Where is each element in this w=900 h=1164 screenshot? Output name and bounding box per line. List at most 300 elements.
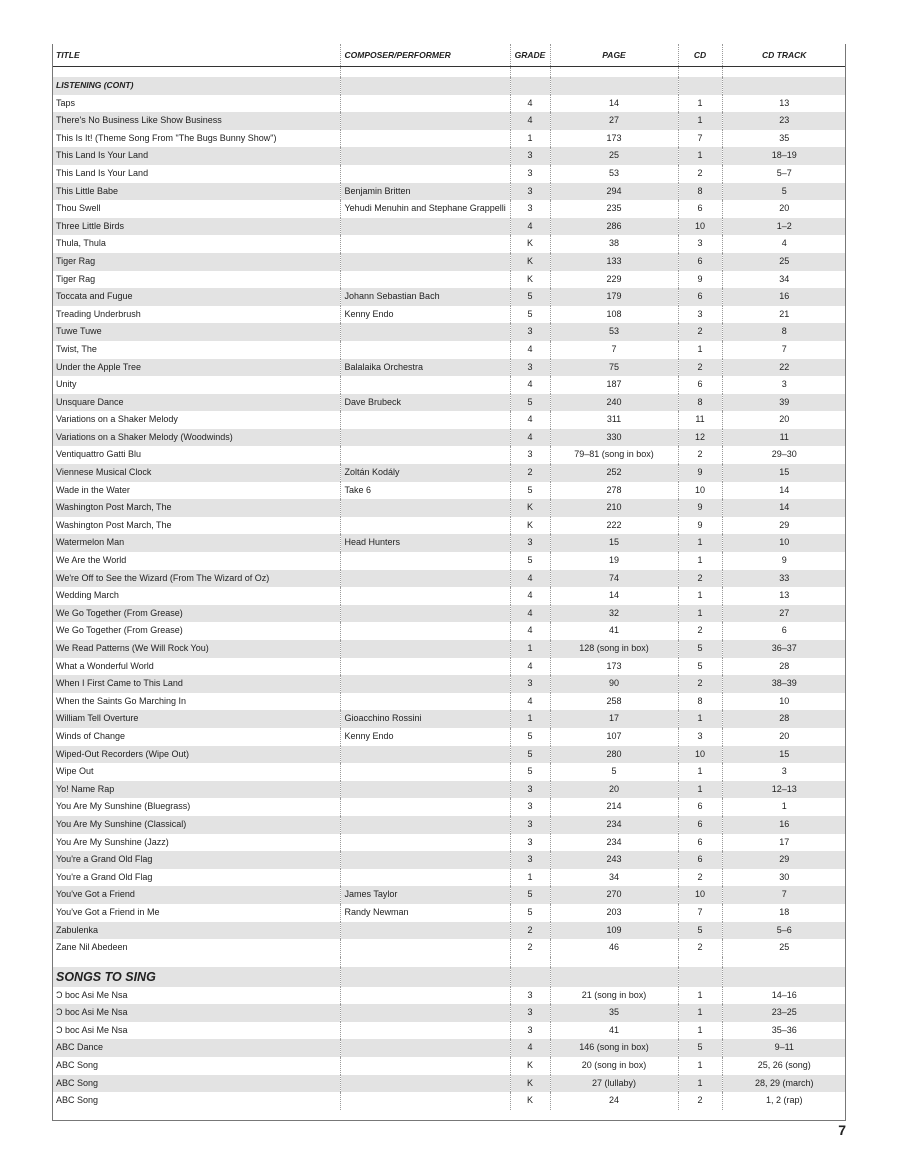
table-row	[52, 1057, 846, 1075]
title-cell: Treading Underbrush	[56, 308, 141, 319]
composer-cell	[340, 693, 510, 711]
composer-cell: James Taylor	[340, 886, 510, 904]
grade-cell: 4	[510, 622, 550, 640]
cd-cell: 3	[678, 306, 722, 324]
grade-cell: 3	[510, 446, 550, 464]
page-cell: 240	[550, 394, 678, 412]
page-cell: 280	[550, 746, 678, 764]
table-row	[52, 1004, 846, 1022]
title-cell: ABC Dance	[52, 1039, 340, 1057]
cd-track-cell: 25	[722, 253, 846, 271]
cd-cell: 1	[678, 112, 722, 130]
empty-cell	[52, 67, 340, 78]
empty-cell	[52, 957, 340, 967]
cd-cell: 6	[678, 816, 722, 834]
grade-cell: 4	[510, 1039, 550, 1057]
cd-cell: 7	[678, 904, 722, 922]
cd-cell: 6	[678, 200, 722, 218]
cd-cell: 1	[678, 781, 722, 799]
empty-cell	[340, 67, 510, 78]
composer-cell: Kenny Endo	[340, 306, 510, 324]
grade-cell: 1	[510, 869, 550, 887]
cd-cell: 5	[678, 922, 722, 940]
composer-cell	[340, 323, 510, 341]
composer-cell	[340, 552, 510, 570]
composer-cell	[340, 1057, 510, 1075]
page-cell: 187	[550, 376, 678, 394]
page-cell: 107	[550, 728, 678, 746]
spacer-row	[52, 67, 846, 78]
cd-cell: 6	[678, 376, 722, 394]
table-row	[52, 552, 846, 570]
page-cell: 5	[550, 763, 678, 781]
page-cell: 15	[550, 534, 678, 552]
title-cell: Twist, The	[56, 343, 97, 354]
cd-cell: 1	[678, 1075, 722, 1093]
title-cell: Watermelon Man	[52, 534, 340, 552]
grade-cell: 3	[510, 359, 550, 377]
grade-cell: 3	[510, 798, 550, 816]
cd-track-cell: 5	[722, 183, 846, 201]
index-table-container	[52, 44, 846, 1110]
composer-cell	[340, 834, 510, 852]
cd-track-cell: 35–36	[722, 1022, 846, 1040]
cd-cell: 6	[678, 834, 722, 852]
page-cell: 24	[550, 1092, 678, 1110]
composer-cell	[340, 798, 510, 816]
grade-cell: 3	[510, 987, 550, 1005]
col-header-title: TITLE	[52, 44, 340, 67]
cd-cell: 9	[678, 464, 722, 482]
page-cell: 79–81 (song in box)	[550, 446, 678, 464]
cd-track-cell: 9	[722, 552, 846, 570]
page-cell: 7	[550, 341, 678, 359]
title-cell: You Are My Sunshine (Bluegrass)	[56, 801, 191, 812]
page-cell: 286	[550, 218, 678, 236]
grade-cell: 2	[510, 922, 550, 940]
composer-cell: Randy Newman	[340, 904, 510, 922]
empty-cell	[550, 67, 678, 78]
title-cell: You're a Grand Old Flag	[52, 851, 340, 869]
table-row	[52, 534, 846, 552]
cd-track-cell: 20	[722, 200, 846, 218]
grade-cell: 5	[510, 886, 550, 904]
cd-track-cell: 1–2	[722, 218, 846, 236]
table-row	[52, 394, 846, 412]
grade-cell: 5	[510, 746, 550, 764]
page-cell: 235	[550, 200, 678, 218]
table-row	[52, 341, 846, 359]
cd-track-cell: 15	[722, 464, 846, 482]
empty-cell	[722, 77, 846, 95]
grade-cell: 1	[510, 130, 550, 148]
grade-cell: 2	[510, 939, 550, 957]
page-cell: 35	[550, 1004, 678, 1022]
grade-cell: 5	[510, 306, 550, 324]
page-cell: 75	[550, 359, 678, 377]
cd-track-cell: 8	[722, 323, 846, 341]
cd-cell: 1	[678, 95, 722, 113]
grade-cell: K	[510, 499, 550, 517]
title-cell: This Is It! (Theme Song From "The Bugs Bunny Show")	[56, 132, 277, 143]
cd-cell: 8	[678, 394, 722, 412]
page-cell: 41	[550, 1022, 678, 1040]
title-cell: We Are the World	[56, 555, 127, 566]
cd-track-cell: 16	[722, 816, 846, 834]
grade-cell: 3	[510, 834, 550, 852]
table-row	[52, 816, 846, 834]
section-heading-row	[52, 77, 846, 95]
title-cell: Taps	[56, 97, 76, 108]
page-cell: 108	[550, 306, 678, 324]
grade-cell: 5	[510, 288, 550, 306]
cd-track-cell: 16	[722, 288, 846, 306]
cd-track-cell: 3	[722, 376, 846, 394]
cd-track-cell: 18	[722, 904, 846, 922]
grade-cell: 2	[510, 464, 550, 482]
cd-cell: 1	[678, 987, 722, 1005]
grade-cell: 3	[510, 1004, 550, 1022]
title-cell: Tiger Rag	[56, 273, 96, 284]
table-row	[52, 693, 846, 711]
cd-track-cell: 14	[722, 499, 846, 517]
grade-cell: 3	[510, 816, 550, 834]
title-cell: You've Got a Friend	[52, 886, 340, 904]
table-row	[52, 587, 846, 605]
col-header-cd-track: CD TRACK	[722, 44, 846, 67]
cd-track-cell: 9–11	[722, 1039, 846, 1057]
page-cell: 17	[550, 710, 678, 728]
page-cell: 20 (song in box)	[550, 1057, 678, 1075]
cd-track-cell: 21	[722, 306, 846, 324]
composer-cell	[340, 816, 510, 834]
empty-cell	[550, 967, 678, 987]
composer-cell	[340, 446, 510, 464]
grade-cell: 5	[510, 552, 550, 570]
title-cell: Thula, Thula	[56, 238, 106, 249]
page-cell: 14	[550, 95, 678, 113]
cd-cell: 2	[678, 165, 722, 183]
cd-cell: 2	[678, 359, 722, 377]
grade-cell: K	[510, 253, 550, 271]
title-cell: Under the Apple Tree	[52, 359, 340, 377]
cd-track-cell: 5–7	[722, 165, 846, 183]
cd-cell: 7	[678, 130, 722, 148]
page-cell: 146 (song in box)	[550, 1039, 678, 1057]
title-cell: We're Off to See the Wizard (From The Wizard of Oz)	[52, 570, 340, 588]
grade-cell: 3	[510, 183, 550, 201]
cd-cell: 1	[678, 147, 722, 165]
page-cell: 270	[550, 886, 678, 904]
cd-cell: 5	[678, 640, 722, 658]
grade-cell: 5	[510, 763, 550, 781]
cd-track-cell: 10	[722, 534, 846, 552]
composer-cell: Dave Brubeck	[340, 394, 510, 412]
cd-cell: 6	[678, 851, 722, 869]
title-cell: Tuwe Tuwe	[52, 323, 340, 341]
composer-cell: Take 6	[340, 482, 510, 500]
grade-cell: 5	[510, 728, 550, 746]
cd-track-cell: 15	[722, 746, 846, 764]
composer-cell	[340, 781, 510, 799]
composer-cell: Gioacchino Rossini	[340, 710, 510, 728]
cd-track-cell: 11	[722, 429, 846, 447]
cd-cell: 6	[678, 288, 722, 306]
cd-track-cell: 28, 29 (march)	[722, 1075, 846, 1093]
composer-cell	[340, 1075, 510, 1093]
table-row	[52, 640, 846, 658]
cd-cell: 2	[678, 622, 722, 640]
table-row	[52, 253, 846, 271]
title-cell: Wiped-Out Recorders (Wipe Out)	[52, 746, 340, 764]
page-cell: 128 (song in box)	[550, 640, 678, 658]
table-row	[52, 200, 846, 218]
title-cell: Thou Swell	[56, 203, 101, 214]
cd-track-cell: 20	[722, 411, 846, 429]
table-row	[52, 429, 846, 447]
cd-cell: 1	[678, 587, 722, 605]
page-cell: 258	[550, 693, 678, 711]
cd-cell: 9	[678, 517, 722, 535]
title-cell: We Go Together (From Grease)	[52, 605, 340, 623]
page-cell: 203	[550, 904, 678, 922]
title-cell: Unsquare Dance	[52, 394, 340, 412]
cd-track-cell: 27	[722, 605, 846, 623]
song-index-table	[52, 44, 846, 1110]
page-cell: 234	[550, 834, 678, 852]
grade-cell: 4	[510, 693, 550, 711]
title-cell: Ɔ boc Asi Me Nsa	[56, 1024, 128, 1035]
empty-cell	[510, 77, 550, 95]
table-row	[52, 987, 846, 1005]
cd-track-cell: 29	[722, 851, 846, 869]
title-cell: You've Got a Friend in Me	[56, 906, 160, 917]
cd-track-cell: 4	[722, 235, 846, 253]
page-cell: 252	[550, 464, 678, 482]
table-row	[52, 288, 846, 306]
page-cell: 243	[550, 851, 678, 869]
table-row	[52, 411, 846, 429]
table-row	[52, 710, 846, 728]
cd-cell: 5	[678, 1039, 722, 1057]
grade-cell: K	[510, 1092, 550, 1110]
title-cell: Ɔ boc Asi Me Nsa	[56, 989, 128, 1000]
page-cell: 20	[550, 781, 678, 799]
grade-cell: 1	[510, 710, 550, 728]
cd-cell: 10	[678, 482, 722, 500]
title-cell: William Tell Overture	[52, 710, 340, 728]
cd-track-cell: 6	[722, 622, 846, 640]
cd-cell: 5	[678, 658, 722, 676]
grade-cell: K	[510, 271, 550, 289]
title-cell: Three Little Birds	[52, 218, 340, 236]
empty-cell	[678, 67, 722, 78]
composer-cell: Kenny Endo	[340, 728, 510, 746]
section-heading-row	[52, 967, 846, 987]
empty-cell	[678, 77, 722, 95]
table-row	[52, 605, 846, 623]
table-row	[52, 517, 846, 535]
title-cell: Unity	[56, 379, 77, 390]
empty-cell	[722, 67, 846, 78]
cd-cell: 2	[678, 675, 722, 693]
title-cell: You Are My Sunshine (Jazz)	[56, 836, 169, 847]
cd-cell: 2	[678, 869, 722, 887]
cd-cell: 2	[678, 570, 722, 588]
cd-track-cell: 34	[722, 271, 846, 289]
table-row	[52, 746, 846, 764]
page-cell: 229	[550, 271, 678, 289]
cd-track-cell: 14–16	[722, 987, 846, 1005]
cd-cell: 10	[678, 218, 722, 236]
page-cell: 234	[550, 816, 678, 834]
title-cell: ABC Song	[56, 1095, 99, 1106]
page-cell: 38	[550, 235, 678, 253]
page-cell: 34	[550, 869, 678, 887]
grade-cell: 4	[510, 95, 550, 113]
page-cell: 46	[550, 939, 678, 957]
grade-cell: 4	[510, 218, 550, 236]
table-row	[52, 130, 846, 148]
cd-cell: 2	[678, 939, 722, 957]
spacer-row	[52, 957, 846, 967]
title-cell: Tiger Rag	[52, 253, 340, 271]
cd-track-cell: 5–6	[722, 922, 846, 940]
cd-cell: 2	[678, 446, 722, 464]
section-heading: SONGS TO SING	[52, 967, 340, 987]
page-cell: 25	[550, 147, 678, 165]
cd-track-cell: 13	[722, 95, 846, 113]
page-cell: 179	[550, 288, 678, 306]
cd-track-cell: 1	[722, 798, 846, 816]
composer-cell	[340, 95, 510, 113]
page-cell: 330	[550, 429, 678, 447]
cd-track-cell: 33	[722, 570, 846, 588]
grade-cell: 4	[510, 376, 550, 394]
page-cell: 90	[550, 675, 678, 693]
page-cell: 109	[550, 922, 678, 940]
grade-cell: 3	[510, 1022, 550, 1040]
table-row	[52, 869, 846, 887]
composer-cell	[340, 939, 510, 957]
cd-cell: 1	[678, 534, 722, 552]
cd-track-cell: 39	[722, 394, 846, 412]
composer-cell	[340, 429, 510, 447]
cd-cell: 1	[678, 605, 722, 623]
page-cell: 311	[550, 411, 678, 429]
table-row	[52, 165, 846, 183]
table-row	[52, 904, 846, 922]
cd-cell: 11	[678, 411, 722, 429]
grade-cell: 3	[510, 165, 550, 183]
cd-cell: 1	[678, 341, 722, 359]
grade-cell: 5	[510, 904, 550, 922]
composer-cell	[340, 130, 510, 148]
table-row	[52, 834, 846, 852]
title-cell: You Are My Sunshine (Classical)	[52, 816, 340, 834]
grade-cell: 3	[510, 147, 550, 165]
page-cell: 133	[550, 253, 678, 271]
cd-track-cell: 10	[722, 693, 846, 711]
empty-cell	[340, 967, 510, 987]
composer-cell	[340, 1004, 510, 1022]
cd-cell: 3	[678, 728, 722, 746]
title-cell: Wipe Out	[56, 766, 94, 777]
table-row	[52, 570, 846, 588]
cd-track-cell: 28	[722, 710, 846, 728]
empty-cell	[340, 77, 510, 95]
cd-track-cell: 28	[722, 658, 846, 676]
title-cell: Variations on a Shaker Melody (Woodwinds)	[52, 429, 340, 447]
page-cell: 53	[550, 323, 678, 341]
title-cell: Wade in the Water	[56, 484, 130, 495]
grade-cell: 4	[510, 341, 550, 359]
grade-cell: K	[510, 235, 550, 253]
table-body	[52, 67, 846, 1110]
grade-cell: 3	[510, 851, 550, 869]
title-cell: Washington Post March, The	[52, 499, 340, 517]
cd-track-cell: 36–37	[722, 640, 846, 658]
page-cell: 222	[550, 517, 678, 535]
col-header-page: PAGE	[550, 44, 678, 67]
table-row	[52, 218, 846, 236]
empty-cell	[550, 77, 678, 95]
table-row	[52, 183, 846, 201]
table-row	[52, 376, 846, 394]
composer-cell	[340, 851, 510, 869]
composer-cell	[340, 165, 510, 183]
cd-cell: 1	[678, 552, 722, 570]
cd-track-cell: 25	[722, 939, 846, 957]
cd-cell: 3	[678, 235, 722, 253]
title-cell: What a Wonderful World	[56, 660, 154, 671]
table-row	[52, 1022, 846, 1040]
table-row	[52, 112, 846, 130]
grade-cell: 3	[510, 323, 550, 341]
table-row	[52, 1075, 846, 1093]
cd-track-cell: 7	[722, 341, 846, 359]
empty-cell	[550, 957, 678, 967]
composer-cell	[340, 605, 510, 623]
composer-cell	[340, 675, 510, 693]
title-cell: There's No Business Like Show Business	[52, 112, 340, 130]
table-row	[52, 622, 846, 640]
grade-cell: 4	[510, 605, 550, 623]
cd-track-cell: 17	[722, 834, 846, 852]
title-cell: This Land Is Your Land	[52, 147, 340, 165]
cd-track-cell: 23	[722, 112, 846, 130]
page-cell: 19	[550, 552, 678, 570]
composer-cell	[340, 570, 510, 588]
composer-cell	[340, 253, 510, 271]
page-cell: 53	[550, 165, 678, 183]
grade-cell: 1	[510, 640, 550, 658]
col-header-cd: CD	[678, 44, 722, 67]
empty-cell	[678, 957, 722, 967]
cd-track-cell: 13	[722, 587, 846, 605]
grade-cell: 3	[510, 781, 550, 799]
table-row	[52, 798, 846, 816]
page-cell: 27 (lullaby)	[550, 1075, 678, 1093]
cd-cell: 1	[678, 1004, 722, 1022]
title-cell: Toccata and Fugue	[52, 288, 340, 306]
cd-track-cell: 29–30	[722, 446, 846, 464]
composer-cell	[340, 869, 510, 887]
cd-cell: 8	[678, 693, 722, 711]
cd-track-cell: 12–13	[722, 781, 846, 799]
empty-cell	[722, 957, 846, 967]
grade-cell: 5	[510, 394, 550, 412]
